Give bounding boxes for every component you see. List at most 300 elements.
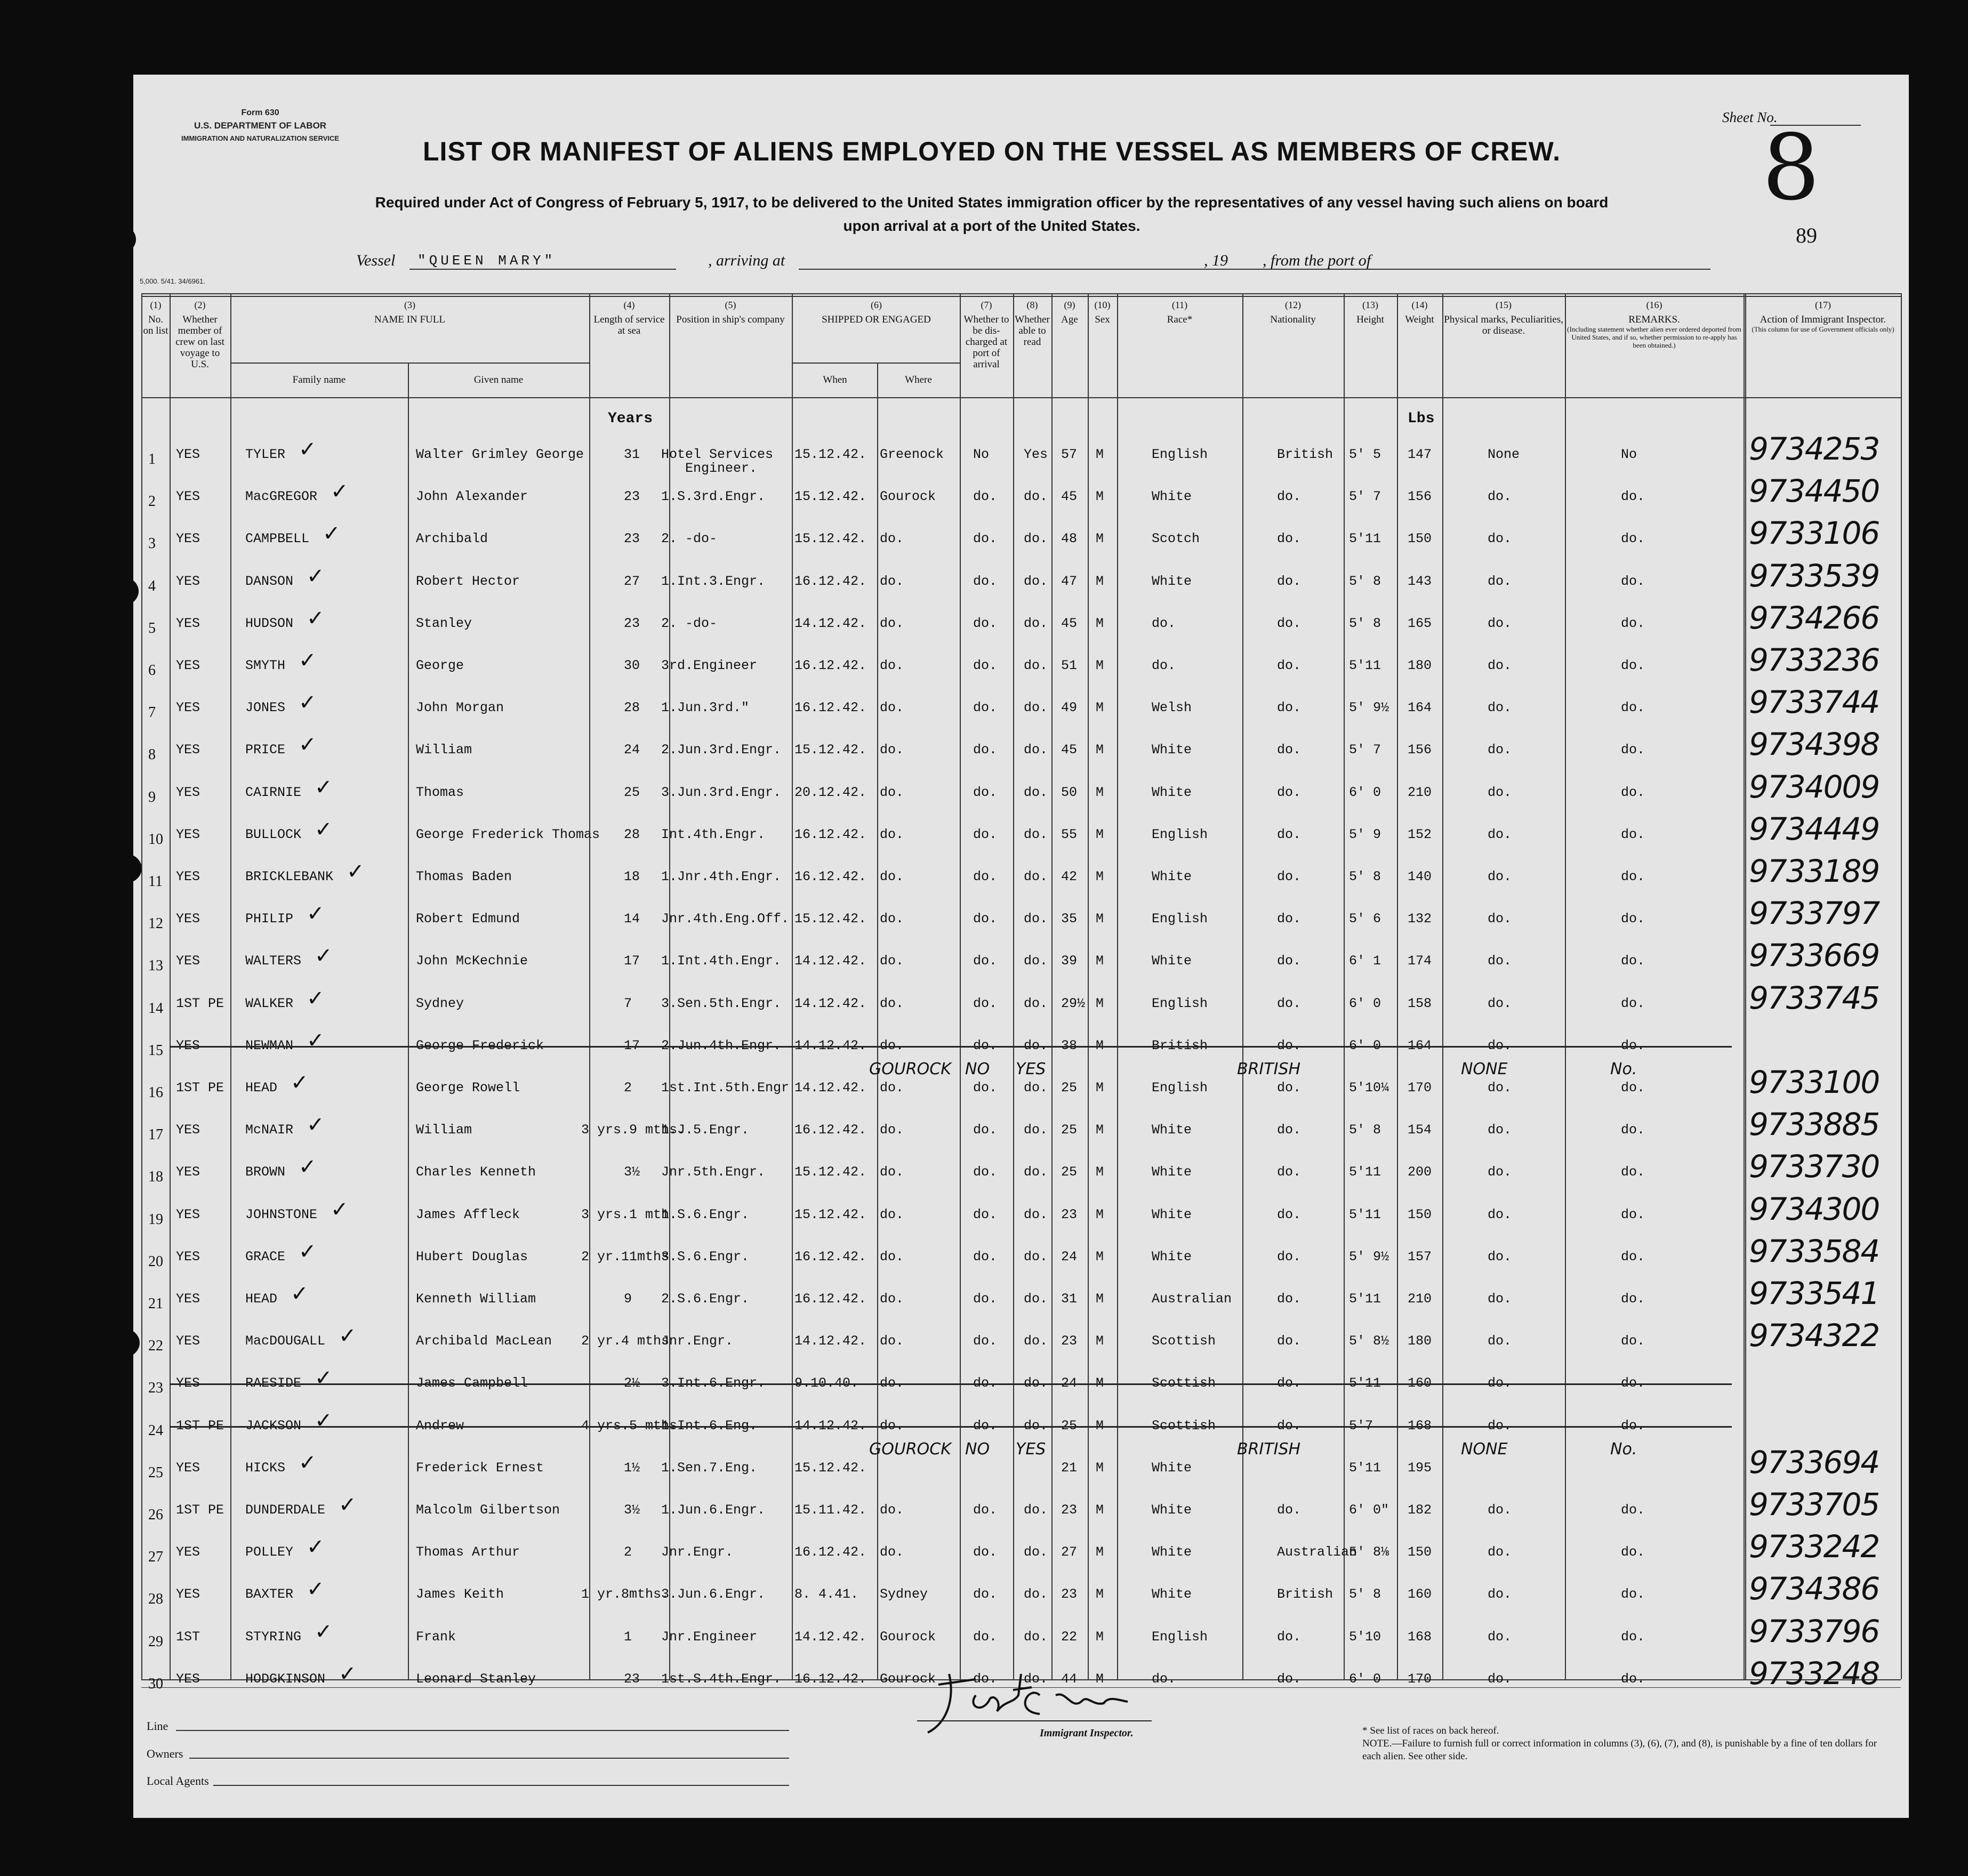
race: British [1152, 1038, 1208, 1053]
height: 5' 6 [1349, 911, 1381, 927]
service-length: 17 [624, 953, 640, 969]
sex: M [1096, 1587, 1104, 1602]
inspector-action: 9734450 [1749, 473, 1879, 509]
physical-marks: do. [1488, 1122, 1512, 1138]
able-to-read: do. [1024, 1038, 1048, 1053]
header-age [1053, 300, 1087, 325]
sex: M [1096, 700, 1104, 715]
column-label: Age [1061, 314, 1078, 325]
last-voyage: YES [176, 700, 200, 715]
able-to-read: do. [1024, 1207, 1048, 1222]
row-number: 9 [148, 789, 156, 806]
column-rule [170, 293, 171, 1679]
weight: 168 [1408, 1629, 1432, 1645]
able-to-read: do. [1024, 996, 1048, 1011]
weight: 143 [1408, 574, 1432, 589]
nationality: do. [1277, 1291, 1302, 1307]
discharged: do. [973, 911, 998, 927]
inspector-action: 9734322 [1749, 1317, 1879, 1354]
height: 5'11 [1349, 1460, 1381, 1476]
header-race [1118, 300, 1241, 325]
service-length: 9 [624, 1291, 632, 1307]
row-number: 15 [148, 1042, 163, 1059]
discharged: do. [973, 489, 998, 504]
last-voyage: YES [176, 1544, 200, 1560]
able-to-read: do. [1024, 700, 1048, 715]
column-number: (6) [871, 300, 882, 310]
position: 1.Sen.7.Eng. [661, 1460, 758, 1476]
shipped-when: 8. 4.41. [794, 1587, 859, 1602]
position: 1.S.6.Engr. [661, 1207, 750, 1222]
sex: M [1096, 1544, 1104, 1560]
shipped-where: do. [880, 1164, 904, 1180]
column-sublabel: (This column for use of Government officials only) [1752, 325, 1894, 333]
shipped-when: 16.12.42. [794, 700, 867, 715]
check-mark: ✓ [307, 986, 325, 1011]
given-name: Archibald [416, 531, 488, 546]
shipped-subrule [792, 363, 960, 364]
column-number: (12) [1285, 300, 1301, 310]
column-number: (4) [623, 300, 635, 310]
nationality: British [1277, 1587, 1334, 1602]
weight: 156 [1408, 489, 1432, 504]
strike-through-line [170, 1383, 1732, 1385]
column-number: (2) [194, 300, 206, 310]
row-number: 28 [148, 1591, 163, 1607]
service-length: 28 [624, 827, 640, 842]
position: 3.Int.6.Engr. [661, 1375, 766, 1391]
service-length: 18 [624, 869, 640, 884]
race: English [1152, 447, 1208, 462]
inspector-action: 9734253 [1749, 431, 1879, 467]
nationality: do. [1277, 700, 1302, 715]
given-name: Charles Kenneth [416, 1164, 536, 1180]
race: White [1152, 1544, 1192, 1560]
position: 1.Int.3.Engr. [661, 574, 766, 589]
sheet-label: Sheet No. [1722, 109, 1778, 125]
weight: 174 [1408, 953, 1432, 969]
check-mark: ✓ [307, 1113, 325, 1137]
row-number: 11 [148, 873, 163, 890]
check-mark: ✓ [307, 1577, 325, 1601]
shipped-when: 15.12.42. [794, 742, 867, 758]
page-subtitle [331, 191, 1653, 238]
race: Scottish [1152, 1375, 1216, 1391]
able-to-read: do. [1024, 531, 1048, 546]
column-rule [1744, 293, 1745, 1679]
column-label: NAME IN FULL [374, 314, 445, 325]
shipped-when: 9.10.40. [794, 1375, 859, 1391]
row-number: 24 [148, 1422, 163, 1439]
family-name: PRICE [245, 742, 286, 758]
race: English [1152, 996, 1208, 1011]
table-rule [141, 397, 1901, 398]
position: 3.Sen.5th.Engr. [661, 996, 782, 1011]
check-mark: ✓ [339, 1324, 357, 1348]
position: 3.Jun.3rd.Engr. [661, 785, 782, 800]
given-name: Andrew [416, 1418, 464, 1434]
service-length: 3½ [624, 1164, 640, 1180]
handwritten-read: YES [1016, 1440, 1046, 1459]
handwritten-remarks: No. [1610, 1060, 1637, 1078]
weight: 152 [1408, 827, 1432, 842]
header-read [1014, 300, 1050, 348]
remarks: do. [1621, 531, 1645, 546]
shipped-when: 14.12.42. [794, 1038, 867, 1053]
height: 5'7 [1349, 1418, 1373, 1434]
remarks: do. [1621, 996, 1645, 1011]
able-to-read: do. [1024, 869, 1048, 884]
weight: 180 [1408, 658, 1432, 673]
shipped-where: do. [880, 1418, 904, 1434]
sex: M [1096, 574, 1104, 589]
row-number: 20 [148, 1253, 163, 1270]
column-rule [589, 293, 590, 1679]
given-name: Kenneth William [416, 1291, 536, 1307]
remarks: No [1621, 447, 1637, 462]
weight: 164 [1408, 1038, 1432, 1053]
physical-marks: do. [1488, 1671, 1512, 1687]
position: Int.4th.Engr. [661, 827, 766, 842]
shipped-where: do. [880, 742, 904, 758]
nationality: do. [1277, 1502, 1302, 1518]
given-name: James Keith [416, 1587, 504, 1602]
given-name: Walter Grimley George [416, 447, 584, 462]
age: 22 [1061, 1629, 1078, 1645]
row-number: 29 [148, 1633, 163, 1650]
able-to-read: do. [1024, 1375, 1048, 1391]
height: 5' 8 [1349, 869, 1381, 884]
inspector-action: 9733242 [1749, 1528, 1879, 1565]
position: 2.Jun.3rd.Engr. [661, 742, 782, 758]
service-length: 2 yr.4 mths [581, 1333, 670, 1349]
header-name [230, 300, 589, 325]
inspector-action: 9733730 [1749, 1148, 1879, 1185]
column-rule [960, 293, 961, 1679]
inspector-action: 9733539 [1749, 558, 1879, 594]
department: U.S. DEPARTMENT OF LABOR [194, 120, 327, 131]
age: 45 [1061, 489, 1078, 504]
race: White [1152, 1249, 1192, 1265]
shipped-when: 15.12.42. [794, 1207, 867, 1222]
check-mark: ✓ [291, 1070, 309, 1095]
remarks: do. [1621, 953, 1645, 969]
row-number: 13 [148, 957, 163, 974]
last-voyage: YES [176, 911, 200, 927]
last-voyage: YES [176, 1164, 200, 1180]
race: White [1152, 1164, 1192, 1180]
last-voyage: YES [176, 742, 200, 758]
nationality: do. [1277, 785, 1302, 800]
column-number: (15) [1496, 300, 1512, 310]
discharged: do. [973, 1671, 998, 1687]
given-name: Frederick Ernest [416, 1460, 544, 1476]
header-given-name: Given name [473, 374, 524, 385]
remarks: do. [1621, 1587, 1645, 1602]
discharged: do. [973, 1038, 998, 1053]
column-number: (13) [1362, 300, 1378, 310]
weight: 158 [1408, 996, 1432, 1011]
remarks: do. [1621, 1418, 1645, 1434]
remarks: do. [1621, 1502, 1645, 1518]
able-to-read: do. [1024, 616, 1048, 631]
vessel-label: Vessel [356, 252, 396, 269]
family-name: HICKS [245, 1460, 286, 1476]
able-to-read: do. [1024, 911, 1048, 927]
vessel-name: "QUEEN MARY" [417, 253, 556, 269]
given-name: Thomas [416, 785, 464, 800]
handwritten-discharged: NO [965, 1440, 990, 1459]
shipped-where: do. [880, 869, 904, 884]
given-name: James Campbell [416, 1375, 528, 1391]
shipped-where: do. [880, 911, 904, 927]
row-number: 4 [148, 578, 156, 594]
race: White [1152, 869, 1192, 884]
row-number: 27 [148, 1549, 163, 1565]
physical-marks: do. [1488, 869, 1512, 884]
header-discharged [961, 300, 1012, 370]
shipped-where: do. [880, 996, 904, 1011]
arriving-label: , arriving at [708, 252, 785, 269]
footer-notes [1362, 1725, 1890, 1763]
age: 25 [1061, 1080, 1078, 1096]
discharged: do. [973, 1502, 998, 1518]
last-voyage: 1ST PE [176, 1502, 224, 1518]
family-name: JOHNSTONE [245, 1207, 318, 1222]
column-label: Length of service at sea [593, 314, 665, 336]
row-number: 26 [148, 1507, 163, 1523]
row-number: 19 [148, 1211, 163, 1228]
nationality: do. [1277, 911, 1302, 927]
height: 5'11 [1349, 1207, 1381, 1222]
remarks: do. [1621, 1249, 1645, 1265]
service-length: 23 [624, 531, 640, 546]
row-number: 3 [148, 535, 156, 552]
last-voyage: YES [176, 1038, 200, 1053]
column-label: Weight [1405, 314, 1434, 325]
family-name: DUNDERDALE [245, 1502, 326, 1518]
service-length: 2 yr.11mths. [581, 1249, 678, 1265]
header-last-voyage [171, 300, 229, 370]
shipped-where: do. [880, 1502, 904, 1518]
discharged: do. [973, 869, 998, 884]
shipped-where: do. [880, 1122, 904, 1138]
discharged: do. [973, 1207, 998, 1222]
weight: 132 [1408, 911, 1432, 927]
column-rule [1117, 293, 1118, 1679]
weight: 170 [1408, 1671, 1432, 1687]
last-voyage: YES [176, 489, 200, 504]
column-label: REMARKS. [1628, 314, 1680, 325]
discharged: do. [973, 953, 998, 969]
column-number: (5) [725, 300, 736, 310]
position: 1.Jun.6.Engr. [661, 1502, 766, 1518]
inspector-action: 9733885 [1749, 1106, 1879, 1142]
height: 5' 8 [1349, 1587, 1381, 1602]
able-to-read: do. [1024, 953, 1048, 969]
family-name: WALTERS [245, 953, 302, 969]
remarks: do. [1621, 827, 1645, 842]
age: 42 [1061, 869, 1078, 884]
form-header [181, 107, 339, 145]
physical-marks: do. [1488, 1207, 1512, 1222]
discharged: do. [973, 742, 998, 758]
weight: 168 [1408, 1418, 1432, 1434]
position: Jnr.4th.Eng.Off. [661, 911, 790, 927]
family-name: NEWMAN [245, 1038, 294, 1053]
service-length: 23 [624, 1671, 640, 1687]
sex: M [1096, 489, 1104, 504]
column-label: Whether able to read [1015, 314, 1050, 348]
position: Jnr.Engineer [661, 1629, 758, 1645]
table-rule [141, 296, 1901, 297]
service-length: 7 [624, 996, 632, 1011]
race: English [1152, 1080, 1208, 1096]
shipped-where: do. [880, 1249, 904, 1265]
races-note: * See list of races on back hereof. [1362, 1725, 1499, 1736]
check-mark: ✓ [315, 944, 333, 968]
family-name: HUDSON [245, 616, 294, 631]
physical-marks: do. [1488, 1629, 1512, 1645]
nationality: do. [1277, 574, 1302, 589]
discharged: do. [973, 658, 998, 673]
strike-through-line [170, 1426, 1732, 1428]
remarks: do. [1621, 785, 1645, 800]
last-voyage: YES [176, 1587, 200, 1602]
race: White [1152, 489, 1192, 504]
check-mark: ✓ [307, 564, 325, 589]
position: 1.Jnr.4th.Engr. [661, 869, 782, 884]
sex: M [1096, 869, 1104, 884]
given-name: George Rowell [416, 1080, 520, 1096]
shipped-when: 15.12.42. [794, 911, 867, 927]
height: 5' 9 [1349, 827, 1381, 842]
given-name: Thomas Baden [416, 869, 512, 884]
discharged: do. [973, 785, 998, 800]
able-to-read: do. [1024, 827, 1048, 842]
family-name: HEAD [245, 1080, 278, 1096]
handwritten-read: YES [1016, 1060, 1046, 1078]
check-mark: ✓ [307, 901, 325, 926]
shipped-when: 16.12.42. [794, 1249, 867, 1265]
header-physical-marks [1443, 300, 1564, 336]
shipped-when: 15.12.42. [794, 1164, 867, 1180]
family-name: MacDOUGALL [245, 1333, 326, 1349]
remarks: do. [1621, 1080, 1645, 1096]
header-family-name: Family name [292, 374, 346, 385]
able-to-read: do. [1024, 1629, 1048, 1645]
owners-underline [189, 1758, 789, 1759]
nationality: Australian [1277, 1544, 1357, 1560]
service-length: 4 yrs.5 mths. [581, 1418, 686, 1434]
column-label: Action of Immigrant Inspector. [1760, 314, 1886, 325]
sex: M [1096, 1291, 1104, 1307]
physical-marks: do. [1488, 1038, 1512, 1053]
shipped-when: 20.12.42. [794, 785, 867, 800]
shipped-where: Greenock [880, 447, 944, 462]
shipped-when: 14.12.42. [794, 616, 867, 631]
column-rule [877, 363, 878, 1679]
height: 5'11 [1349, 1164, 1381, 1180]
given-name: George Frederick Thomas [416, 827, 600, 842]
family-name: JONES [245, 700, 286, 715]
column-label: No. on list [143, 314, 168, 336]
discharged: do. [973, 1249, 998, 1265]
age: 21 [1061, 1460, 1078, 1476]
service-length: 2 [624, 1080, 632, 1096]
weight: 164 [1408, 700, 1432, 715]
handwritten-discharged: NO [965, 1060, 990, 1078]
race: Welsh [1152, 700, 1192, 715]
inspector-action: 9734398 [1749, 726, 1879, 762]
family-name: PHILIP [245, 911, 294, 927]
last-voyage: YES [176, 1671, 200, 1687]
service-length: 23 [624, 616, 640, 631]
page-number: 89 [1796, 223, 1817, 247]
age: 23 [1061, 1587, 1078, 1602]
row-number: 5 [148, 620, 156, 637]
family-name: SMYTH [245, 658, 286, 673]
shipped-where: do. [880, 1080, 904, 1096]
service-length: 28 [624, 700, 640, 715]
shipped-where: do. [880, 616, 904, 631]
shipped-when: 16.12.42. [794, 869, 867, 884]
check-mark: ✓ [307, 1535, 325, 1559]
check-mark: ✓ [315, 1620, 333, 1644]
weight: 195 [1408, 1460, 1432, 1476]
weight: 210 [1408, 1291, 1432, 1307]
discharged: do. [973, 996, 998, 1011]
inspector-action: 9733236 [1749, 642, 1879, 678]
weight: 150 [1408, 1544, 1432, 1560]
shipped-when: 16.12.42. [794, 827, 867, 842]
family-name: WALKER [245, 996, 294, 1011]
age: 49 [1061, 700, 1078, 715]
remarks: do. [1621, 911, 1645, 927]
name-subrule [230, 363, 589, 364]
race: White [1152, 1502, 1192, 1518]
check-mark: ✓ [339, 1662, 357, 1686]
last-voyage: YES [176, 447, 200, 462]
column-number: (7) [981, 300, 992, 310]
weight: 150 [1408, 1207, 1432, 1222]
age: 35 [1061, 911, 1078, 927]
discharged: do. [973, 1587, 998, 1602]
physical-marks: do. [1488, 489, 1512, 504]
given-name: John Morgan [416, 700, 504, 715]
header-when: When [823, 374, 847, 385]
discharged: do. [973, 1544, 998, 1560]
weight: 170 [1408, 1080, 1432, 1096]
column-rule [1088, 293, 1089, 1679]
physical-marks: None [1488, 447, 1520, 462]
service-name: IMMIGRATION AND NATURALIZATION SERVICE [181, 134, 340, 142]
position: Jnr.Engr. [661, 1333, 734, 1349]
weight: 210 [1408, 785, 1432, 800]
column-number: (16) [1646, 300, 1662, 310]
vessel-underline [409, 269, 676, 270]
race: White [1152, 1460, 1192, 1476]
last-voyage: 1ST PE [176, 1418, 224, 1434]
physical-marks: do. [1488, 742, 1512, 758]
row-number: 6 [148, 662, 156, 679]
nationality: do. [1277, 742, 1302, 758]
weight: 160 [1408, 1375, 1432, 1391]
position: Jnr.5th.Engr. [661, 1164, 766, 1180]
discharged: do. [973, 1291, 998, 1307]
age: 25 [1061, 1164, 1078, 1180]
able-to-read: do. [1024, 1544, 1048, 1560]
